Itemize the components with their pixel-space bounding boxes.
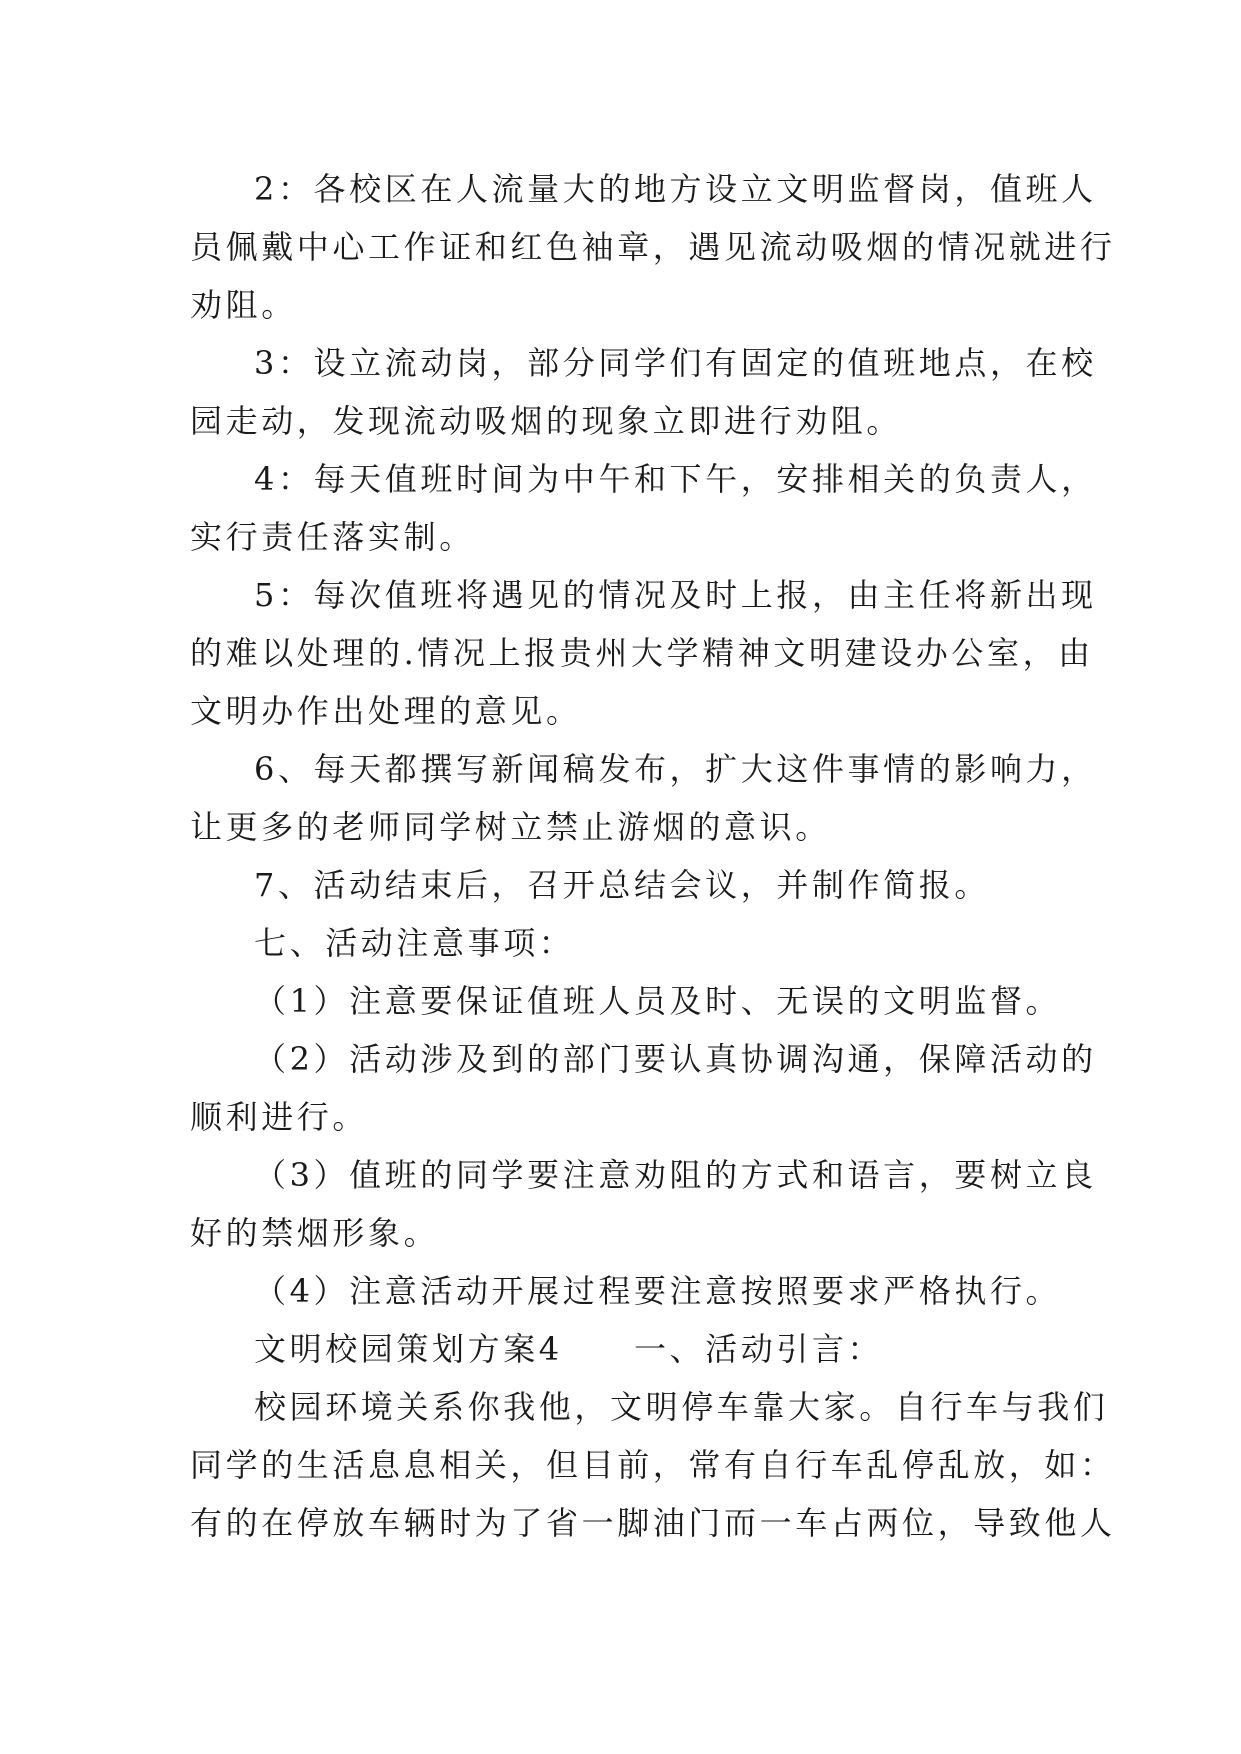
section-heading: 文明校园策划方案4 一、活动引言： — [254, 1330, 884, 1368]
text-line: （2）活动涉及到的部门要认真协调沟通，保障活动的 — [254, 1040, 1097, 1078]
text-line: 好的禁烟形象。 — [190, 1214, 440, 1252]
text-line: 有的在停放车辆时为了省一脚油门而一车占两位，导致他人 — [190, 1504, 1116, 1542]
section-heading: 七、活动注意事项： — [254, 924, 575, 962]
text-line: 的难以处理的.情况上报贵州大学精神文明建设办公室，由 — [190, 634, 1094, 672]
text-line: 同学的生活息息相关，但目前，常有自行车乱停乱放，如： — [190, 1446, 1116, 1484]
text-line: 员佩戴中心工作证和红色袖章，遇见流动吸烟的情况就进行 — [190, 228, 1116, 266]
text-line: 文明办作出处理的意见。 — [190, 692, 582, 730]
text-line: 5：每次值班将遇见的情况及时上报，由主任将新出现 — [254, 576, 1097, 614]
text-line: 劝阻。 — [190, 286, 297, 324]
text-line: 校园环境关系你我他，文明停车靠大家。自行车与我们 — [254, 1388, 1109, 1426]
text-line: （3）值班的同学要注意劝阻的方式和语言，要树立良 — [254, 1156, 1097, 1194]
text-line: （1）注意要保证值班人员及时、无误的文明监督。 — [254, 982, 1062, 1020]
text-line: 4：每天值班时间为中午和下午，安排相关的负责人， — [254, 460, 1097, 498]
text-line: 2：各校区在人流量大的地方设立文明监督岗，值班人 — [254, 170, 1097, 208]
text-line: （4）注意活动开展过程要注意按照要求严格执行。 — [254, 1272, 1062, 1310]
text-line: 园走动，发现流动吸烟的现象立即进行劝阻。 — [190, 402, 903, 440]
text-line: 6、每天都撰写新闻稿发布，扩大这件事情的影响力， — [254, 750, 1097, 788]
text-line: 顺利进行。 — [190, 1098, 369, 1136]
text-line: 让更多的老师同学树立禁止游烟的意识。 — [190, 808, 831, 846]
text-line: 3：设立流动岗，部分同学们有固定的值班地点，在校 — [254, 344, 1097, 382]
text-line: 实行责任落实制。 — [190, 518, 475, 556]
text-line: 7、活动结束后，召开总结会议，并制作简报。 — [254, 866, 990, 904]
document-body — [190, 160, 1116, 1552]
